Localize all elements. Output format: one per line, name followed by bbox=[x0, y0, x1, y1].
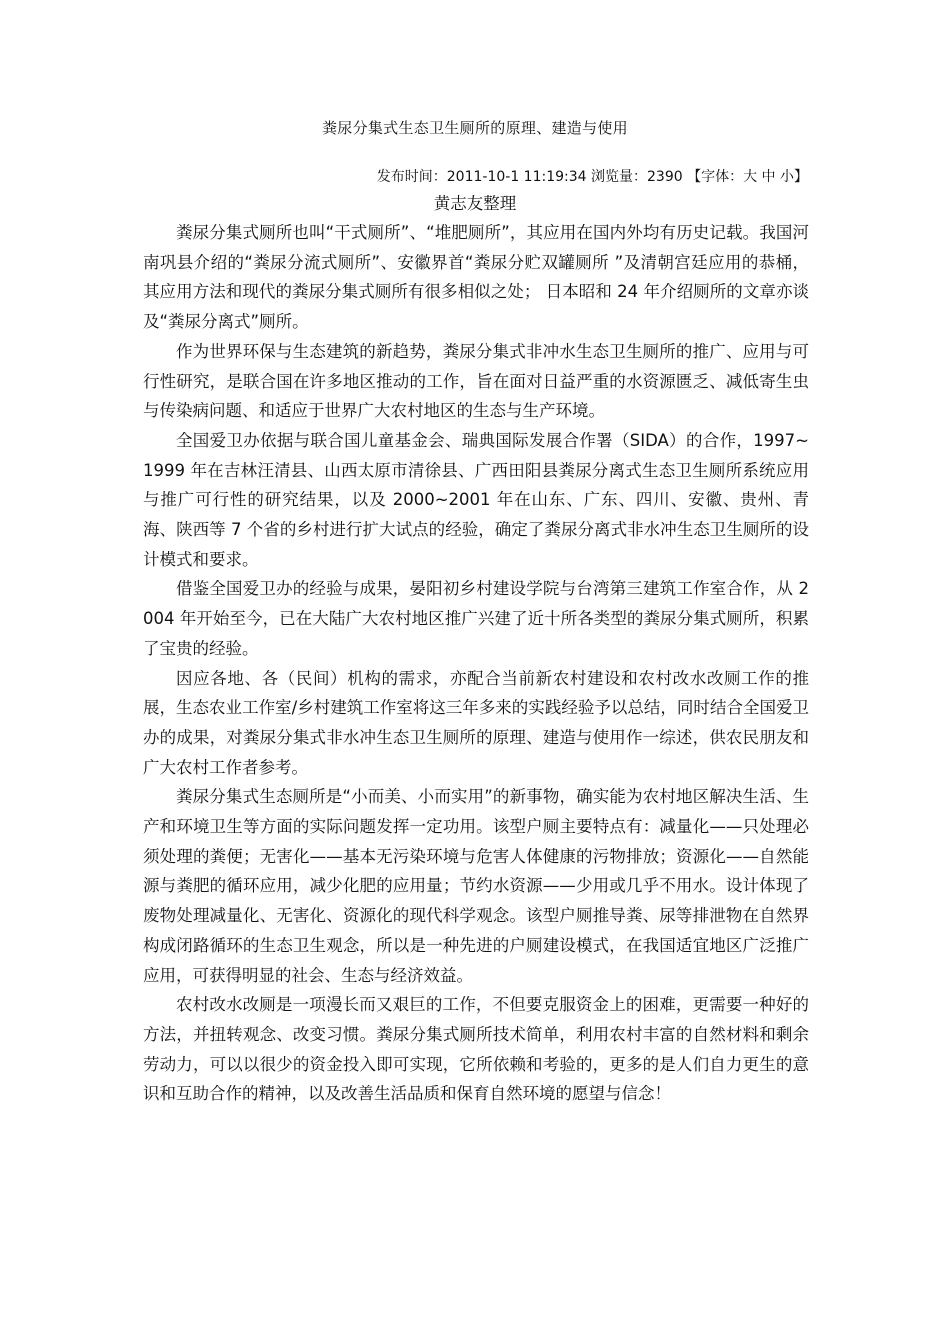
author-line: 黄志友整理 bbox=[433, 194, 517, 213]
views-count: 2390 bbox=[647, 169, 683, 185]
publish-time-label: 发布时间： bbox=[376, 169, 447, 185]
views-label: 浏览量： bbox=[591, 169, 647, 185]
paragraph-4: 借鉴全国爱卫办的经验与成果，晏阳初乡村建设学院与台湾第三建筑工作室合作，从 2004 年开始至今，已在大陆广大农村地区推广兴建了近十所各类型的粪尿分集式厕所，积累了宝贵的经验。 bbox=[143, 579, 809, 658]
document-title: 粪尿分集式生态卫生厕所的原理、建造与使用 bbox=[321, 119, 628, 137]
paragraph-3: 全国爱卫办依据与联合国儿童基金会、瑞典国际发展合作署（SIDA）的合作，1997~1999 年在吉林汪清县、山西太原市清徐县、广西田阳县粪尿分离式生态卫生厕所系统应用与推广可行性的研究结果，以及 2000~2001 年在山东、广东、四川、安徽、贵州、青海、陕西等 7 个省的乡村进行扩大试点的经验，确定了粪尿分离式非水冲生态卫生厕所的设计模式和要求。 bbox=[143, 430, 809, 569]
paragraph-7: 农村改水改厕是一项漫长而又艰巨的工作，不但要克服资金上的困难，更需要一种好的方法，并扭转观念、改变习惯。粪尿分集式厕所技术简单，利用农村丰富的自然材料和剩余劳动力，可以以很少的资金投入即可实现，它所依赖和考验的，更多的是人们自力更生的意识和互助合作的精神，以及改善生活品质和保育自然环境的愿望与信念！ bbox=[143, 995, 809, 1104]
article-meta bbox=[377, 168, 808, 186]
paragraph-1: 粪尿分集式厕所也叫“干式厕所”、“堆肥厕所”，其应用在国内外均有历史记载。我国河南巩县介绍的“粪尿分流式厕所”、安徽界首“粪尿分贮双罐厕所 ”及清朝宫廷应用的恭桶，其应用方法和现代的粪尿分集式厕所有很多相似之处； 日本昭和 24 年介绍厕所的文章亦谈及“粪尿分离式”厕所。 bbox=[143, 223, 809, 332]
paragraph-2: 作为世界环保与生态建筑的新趋势，粪尿分集式非冲水生态卫生厕所的推广、应用与可行性研究，是联合国在许多地区推动的工作，旨在面对日益严重的水资源匮乏、减低寄生虫与传染病问题、和适应于世界广大农村地区的生态与生产环境。 bbox=[143, 341, 809, 421]
paragraph-5: 因应各地、各（民间）机构的需求，亦配合当前新农村建设和农村改水改厕工作的推展，生态农业工作室/乡村建筑工作室将这三年多来的实践经验予以总结，同时结合全国爱卫办的成果，对粪尿分集式非水冲生态卫生厕所的原理、建造与使用作一综述，供农民朋友和广大农村工作者参考。 bbox=[143, 668, 809, 777]
paragraph-6: 粪尿分集式生态厕所是“小而美、小而实用”的新事物，确实能为农村地区解决生活、生产和环境卫生等方面的实际问题发挥一定功用。该型户厕主要特点有：减量化——只处理必须处理的粪便；无害化——基本无污染环境与危害人体健康的污物排放；资源化——自然能源与粪肥的循环应用，减少化肥的应用量；节约水资源——少用或几乎不用水。设计体现了废物处理减量化、无害化、资源化的现代科学观念。该型户厕推导粪、尿等排泄物在自然界构成闭路循环的生态卫生观念，所以是一种先进的户厕建设模式，在我国适宜地区广泛推广应用，可获得明显的社会、生态与经济效益。 bbox=[143, 787, 809, 985]
article-body bbox=[143, 218, 809, 1109]
font-size-control[interactable]: 【字体：大 中 小】 bbox=[687, 169, 808, 185]
publish-time: 2011-10-1 11:19:34 bbox=[446, 169, 587, 185]
